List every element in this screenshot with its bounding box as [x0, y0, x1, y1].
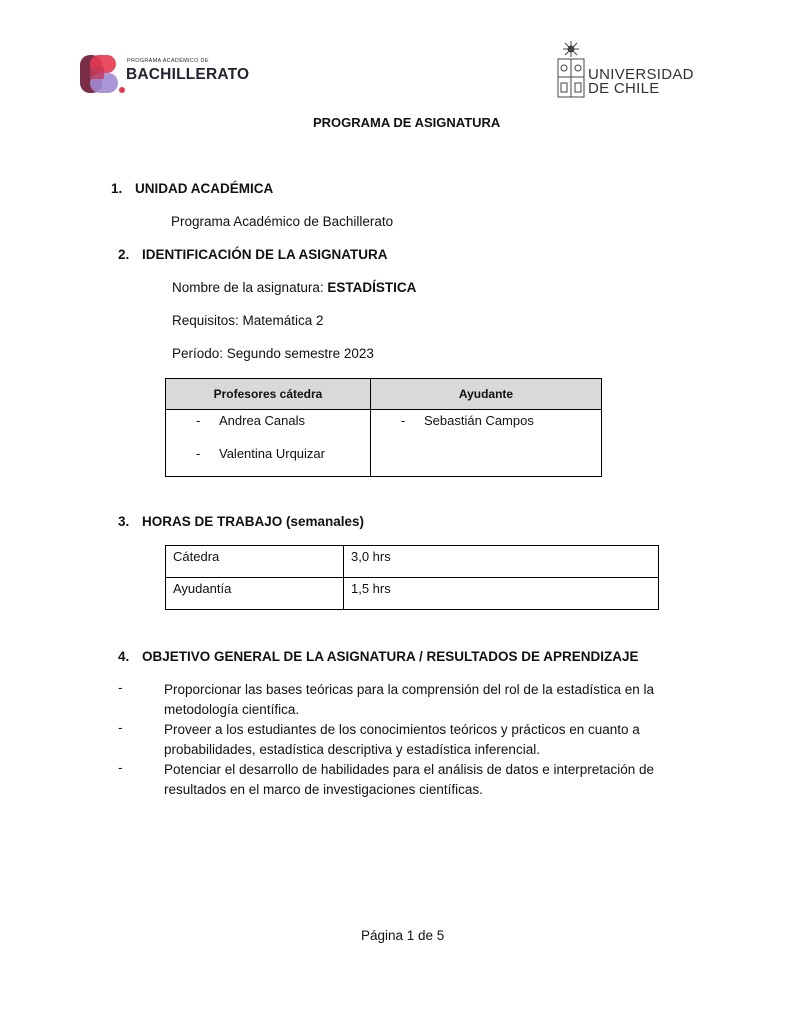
hours-value-cell: 3,0 hrs	[344, 546, 659, 578]
professor-name: Andrea Canals	[219, 413, 305, 428]
uchile-logo-line1: UNIVERSIDAD	[588, 66, 694, 83]
section1-content: Programa Académico de Bachillerato	[171, 214, 394, 229]
bachillerato-logo	[80, 53, 250, 95]
uchile-logo-line2: DE CHILE	[588, 80, 660, 97]
staff-table-assistant-cell	[371, 410, 602, 477]
list-item: - Valentina Urquizar	[196, 446, 325, 461]
section1-heading: UNIDAD ACADÉMICA	[135, 181, 274, 196]
staff-table-header-professors: Profesores cátedra	[166, 379, 371, 410]
subject-name-line	[172, 280, 416, 295]
list-item: - Andrea Canals	[196, 413, 305, 428]
periodo-line: Período: Segundo semestre 2023	[172, 346, 374, 361]
objective-text: Proveer a los estudiantes de los conocimientos teóricos y prácticos en cuanto a probabilidades, estadística descriptiva y estadística inferencial.	[164, 722, 640, 757]
section4-heading: OBJETIVO GENERAL DE LA ASIGNATURA / RESULTADOS DE APRENDIZAJE	[142, 649, 639, 664]
staff-table-professors-cell	[166, 410, 371, 477]
bachillerato-logo-big-text: BACHILLERATO	[126, 66, 250, 83]
list-item: - Sebastián Campos	[401, 413, 534, 428]
section2-heading: IDENTIFICACIÓN DE LA ASIGNATURA	[142, 247, 388, 262]
staff-table-header-row	[166, 379, 602, 410]
subject-name-label: Nombre de la asignatura:	[172, 280, 324, 295]
professor-name: Valentina Urquizar	[219, 446, 325, 461]
hours-label-cell: Cátedra	[166, 546, 344, 578]
assistant-name: Sebastián Campos	[424, 413, 534, 428]
section2-number: 2.	[118, 247, 130, 262]
uchile-crest-icon	[556, 41, 586, 99]
table-row	[166, 578, 659, 610]
subject-name-value: ESTADÍSTICA	[327, 280, 417, 295]
objective-text: Potenciar el desarrollo de habilidades para el análisis de datos e interpretación de resultados en el marco de investigaciones científicas.	[164, 762, 655, 797]
staff-table-header-assistant: Ayudante	[371, 379, 602, 410]
hours-label-cell: Ayudantía	[166, 578, 344, 610]
requisitos-line: Requisitos: Matemática 2	[172, 313, 324, 328]
objective-text: Proporcionar las bases teóricas para la comprensión del rol de la estadística en la metodología científica.	[164, 682, 655, 717]
section3-number: 3.	[118, 514, 130, 529]
uchile-logo-text	[588, 68, 694, 96]
section1-number: 1.	[111, 181, 123, 196]
page-number: Página 1 de 5	[361, 928, 445, 943]
bachillerato-logo-mark-icon	[80, 53, 126, 95]
staff-table	[165, 378, 602, 477]
staff-table-row	[166, 410, 602, 477]
table-row	[166, 546, 659, 578]
hours-table	[165, 545, 659, 610]
bachillerato-logo-small-text: PROGRAMA ACADÉMICO DE	[127, 58, 209, 64]
document-title: PROGRAMA DE ASIGNATURA	[313, 115, 501, 130]
uchile-logo	[556, 41, 696, 99]
hours-value-cell: 1,5 hrs	[344, 578, 659, 610]
section3-heading: HORAS DE TRABAJO (semanales)	[142, 514, 365, 529]
section4-number: 4.	[118, 649, 130, 664]
